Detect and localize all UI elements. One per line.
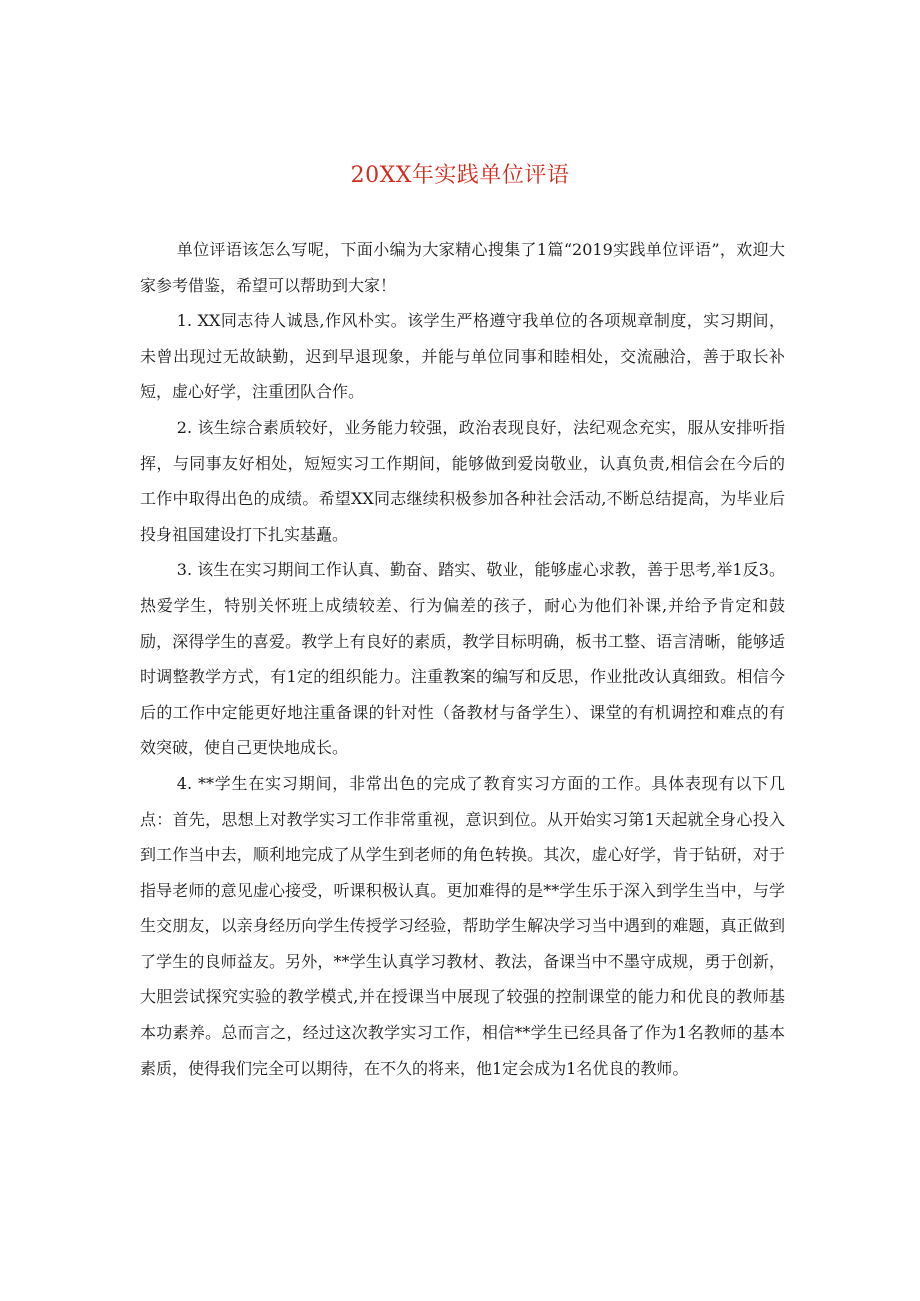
document-title: 20XX年实践单位评语 xyxy=(350,163,570,188)
comment-paragraph-4: 4. **学生在实习期间，非常出色的完成了教育实习方面的工作。具体表现有以下几点：首先，思想上对教学实习工作非常重视，意识到位。从开始实习第1天起就全身心投入到工作当中去，顺利地完成了从学生到老师的角色转换。其次，虚心好学，肯于钻研，对于指导老师的意见虚心接受，听课积极认真。更加难得的是**学生乐于深入到学生当中，与学生交朋友，以亲身经历向学生传授学习经验，帮助学生解决学习当中遇到的难题，真正做到了学生的良师益友。另外，**学生认真学习教材、教法，备课当中不墨守成规，勇于创新，大胆尝试探究实验的教学模式,并在授课当中展现了较强的控制课堂的能力和优良的教师基本功素养。总而言之，经过这次教学实习工作，相信**学生已经具备了作为1名教师的基本素质，使得我们完全可以期待，在不久的将来，他1定会成为1名优良的教师。 xyxy=(140,773,785,1078)
intro-paragraph: 单位评语该怎么写呢，下面小编为大家精心搜集了1篇“2019实践单位评语”，欢迎大家参考借鉴，希望可以帮助到大家！ xyxy=(140,240,785,295)
comment-paragraph-3: 3. 该生在实习期间工作认真、勤奋、踏实、敬业，能够虚心求教，善于思考,举1反3。热爱学生，特别关怀班上成绩较差、行为偏差的孩子，耐心为他们补课,并给予肯定和鼓励，深得学生的喜爱。教学上有良好的素质，教学目标明确，板书工整、语言清晰，能够适时调整教学方式，有1定的组织能力。注重教案的编写和反思，作业批改认真细致。相信今后的工作中定能更好地注重备课的针对性（备教材与备学生）、课堂的有机调控和难点的有效突破，使自己更快地成长。 xyxy=(140,560,785,758)
comment-paragraph-1: 1. XX同志待人诚恳,作风朴实。该学生严格遵守我单位的各项规章制度，实习期间，未曾出现过无故缺勤，迟到早退现象，并能与单位同事和睦相处，交流融洽，善于取长补短，虚心好学，注重团队合作。 xyxy=(140,311,785,402)
comment-paragraph-2: 2. 该生综合素质较好，业务能力较强，政治表现良好，法纪观念充实，服从安排听指挥，与同事友好相处，短短实习工作期间，能够做到爱岗敬业，认真负责,相信会在今后的工作中取得出色的成绩。希望XX同志继续积极参加各种社会活动,不断总结提高，为毕业后投身祖国建设打下扎实基矗。 xyxy=(140,417,785,544)
document-body xyxy=(140,232,785,1086)
